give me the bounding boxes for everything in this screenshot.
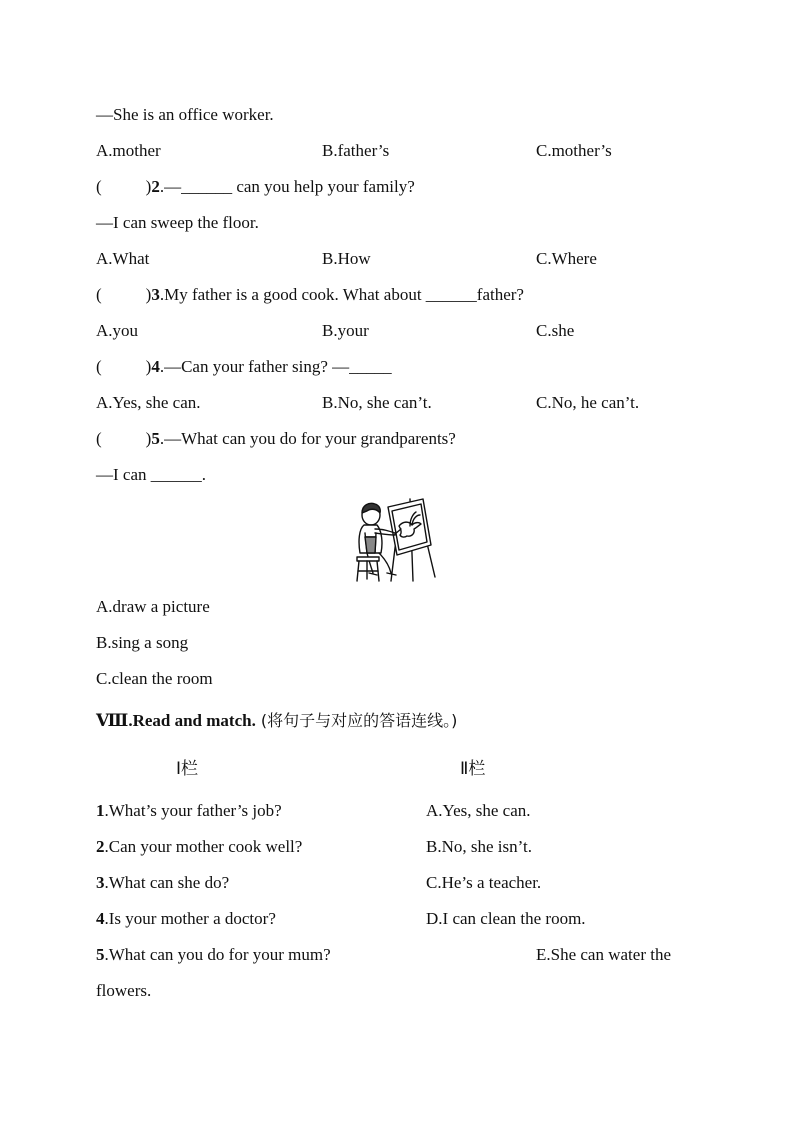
section-8-instruction: (将句子与对应的答语连线。) (255, 711, 458, 730)
match-right-item-a: A.Yes, she can. (426, 801, 531, 820)
q5-answer-line: —I can ______. (96, 465, 207, 484)
match-right-item-b: B.No, she isn’t. (426, 837, 532, 856)
match-left-item-4: 4.Is your mother a doctor? (96, 909, 276, 928)
match-right-item-d: D.I can clean the room. (426, 909, 586, 928)
q2-option-b: B.How (322, 249, 371, 268)
q4-stem: .—Can your father sing? —_____ (159, 357, 392, 376)
q2-answer-paren: ( ) (96, 177, 152, 196)
q4-option-b: B.No, she can’t. (322, 393, 432, 412)
q4-option-c: C.No, he can’t. (536, 393, 640, 412)
column-1-header: Ⅰ栏 (176, 759, 199, 779)
q5-answer-paren: ( ) (96, 429, 152, 448)
q2-option-a: A.What (96, 249, 150, 268)
q2-number: 2 (151, 177, 160, 196)
match-right-item-c: C.He’s a teacher. (426, 873, 542, 892)
q4-stem-line (96, 356, 392, 378)
q3-stem: .My father is a good cook. What about ______father? (159, 285, 524, 304)
q3-option-b: B.your (322, 321, 369, 340)
q2-stem-line (96, 176, 415, 198)
q2-option-c: C.Where (536, 249, 597, 268)
q4-number: 4 (151, 357, 160, 376)
q5-option-a: A.draw a picture (96, 597, 210, 616)
section-8-title: .Read and match. (128, 711, 256, 730)
q5-number: 5 (151, 429, 160, 448)
q5-stem: .—What can you do for your grandparents? (159, 429, 456, 448)
match-left-item-5: 5.What can you do for your mum? (96, 945, 331, 964)
q3-stem-line (96, 284, 524, 306)
q3-number: 3 (151, 285, 160, 304)
section-8-numeral: Ⅷ (96, 711, 129, 730)
q5-option-c: C.clean the room (96, 669, 213, 688)
q5-stem-line (96, 428, 456, 450)
q5-option-b: B.sing a song (96, 633, 189, 652)
q1-option-a: A.mother (96, 141, 161, 160)
match-right-item-e-wrap: flowers. (96, 981, 152, 1000)
q2-stem: .—______ can you help your family? (159, 177, 415, 196)
q3-option-c: C.she (536, 321, 575, 340)
match-right-item-e: E.She can water the (536, 945, 671, 964)
q4-answer-paren: ( ) (96, 357, 152, 376)
section-8-heading (96, 710, 457, 732)
match-left-item-2: 2.Can your mother cook well? (96, 837, 303, 856)
q2-answer-line: —I can sweep the floor. (96, 213, 259, 232)
q3-answer-paren: ( ) (96, 285, 152, 304)
q1-answer-line: —She is an office worker. (96, 105, 274, 124)
column-2-header: Ⅱ栏 (460, 759, 486, 779)
q1-option-b: B.father’s (322, 141, 390, 160)
boy-painting-at-easel-illustration (355, 493, 439, 585)
q1-option-c: C.mother’s (536, 141, 612, 160)
q3-option-a: A.you (96, 321, 139, 340)
match-left-item-3: 3.What can she do? (96, 873, 230, 892)
q4-option-a: A.Yes, she can. (96, 393, 201, 412)
match-left-item-1: 1.What’s your father’s job? (96, 801, 282, 820)
